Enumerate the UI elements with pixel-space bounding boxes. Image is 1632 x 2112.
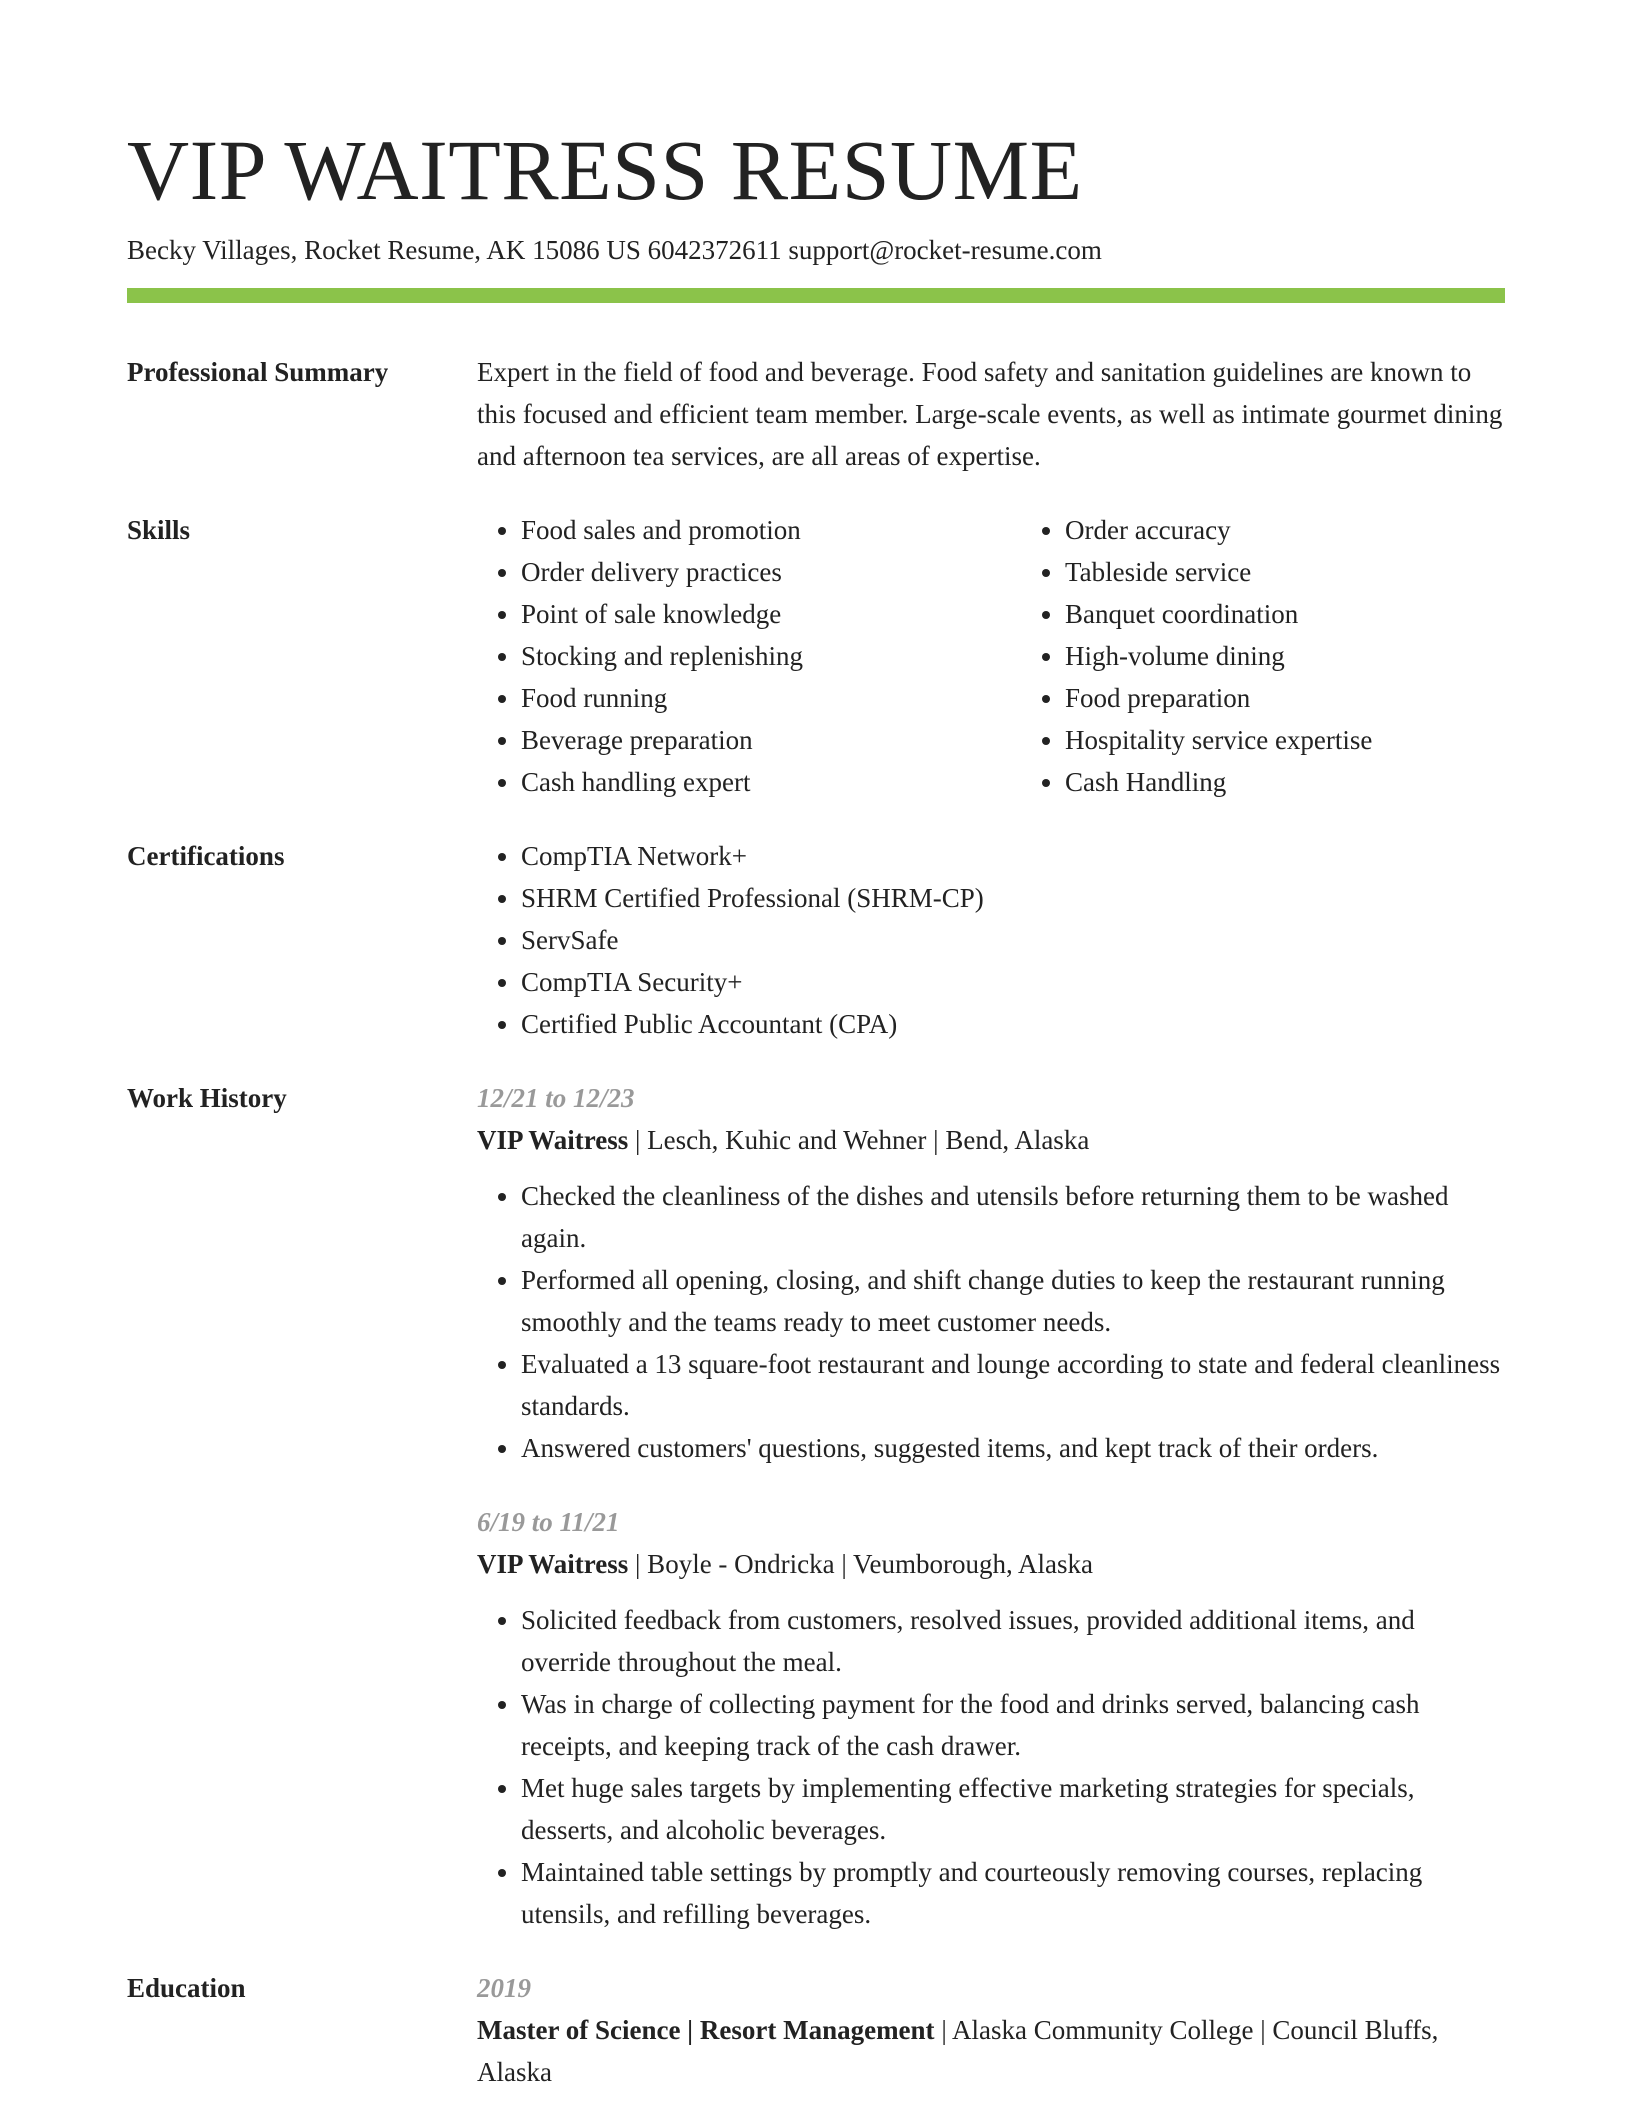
list-item: • Banquet coordination <box>1065 593 1565 635</box>
list-item: • Food sales and promotion <box>521 509 1021 551</box>
education-year: 2019 <box>477 1973 531 2003</box>
list-item: • Order delivery practices <box>521 551 1021 593</box>
accent-divider <box>127 288 1505 303</box>
list-item: • Beverage preparation <box>521 719 1021 761</box>
list-item: • Certified Public Accountant (CPA) <box>521 1003 1505 1045</box>
job-dates: 6/19 to 11/21 <box>477 1507 620 1537</box>
section-label-skills: Skills <box>127 515 191 545</box>
section-label-education: Education <box>127 1973 246 2003</box>
skills-section <box>127 509 1505 803</box>
list-item: • Order accuracy <box>1065 509 1565 551</box>
job-employer: | Boyle - Ondricka | Veumborough, Alaska <box>628 1549 1094 1579</box>
summary-section <box>127 351 1505 477</box>
skills-list-col2 <box>1021 509 1565 803</box>
list-item: • Maintained table settings by promptly and courteously removing courses, replacing utensils, and refilling beverages. <box>521 1851 1505 1935</box>
job-entry <box>477 1501 1505 1935</box>
list-item: • Checked the cleanliness of the dishes and utensils before returning them to be washed again. <box>521 1175 1505 1259</box>
list-item: • Was in charge of collecting payment for the food and drinks served, balancing cash receipts, and keeping track of the cash drawer. <box>521 1683 1505 1767</box>
education-section <box>127 1967 1505 2093</box>
list-item: • Hospitality service expertise <box>1065 719 1565 761</box>
list-item: • Evaluated a 13 square-foot restaurant and lounge according to state and federal cleanliness standards. <box>521 1343 1505 1427</box>
job-bullets <box>477 1599 1505 1935</box>
list-item: • CompTIA Security+ <box>521 961 1505 1003</box>
list-item: • Food running <box>521 677 1021 719</box>
list-item: • Food preparation <box>1065 677 1565 719</box>
list-item: • Stocking and replenishing <box>521 635 1021 677</box>
job-role-line <box>477 1543 1505 1585</box>
summary-text: Expert in the field of food and beverage. Food safety and sanitation guidelines are known to this focused and efficient team member. Large-scale events, as well as intimate gourmet dining and afternoon tea services, are all areas of expertise. <box>477 357 1503 471</box>
job-title: VIP Waitress <box>477 1125 629 1155</box>
list-item: • Performed all opening, closing, and shift change duties to keep the restaurant running smoothly and the teams ready to meet customer needs. <box>521 1259 1505 1343</box>
certifications-section <box>127 835 1505 1045</box>
contact-line: Becky Villages, Rocket Resume, AK 15086 US 6042372611 support@rocket-resume.com <box>127 235 1102 265</box>
skills-list-col1 <box>477 509 1021 803</box>
job-role-line <box>477 1119 1505 1161</box>
job-title: VIP Waitress <box>477 1549 629 1579</box>
degree: Master of Science | Resort Management <box>477 2015 935 2045</box>
education-line <box>477 2009 1505 2093</box>
list-item: • CompTIA Network+ <box>521 835 1505 877</box>
section-label-work: Work History <box>127 1083 287 1113</box>
job-dates: 12/21 to 12/23 <box>477 1083 635 1113</box>
work-history-section <box>127 1077 1505 1935</box>
list-item: • Answered customers' questions, suggested items, and kept track of their orders. <box>521 1427 1505 1469</box>
job-entry <box>477 1077 1505 1469</box>
list-item: • SHRM Certified Professional (SHRM-CP) <box>521 877 1505 919</box>
resume-title: VIP WAITRESS RESUME <box>127 122 1083 218</box>
job-bullets <box>477 1175 1505 1469</box>
certifications-list <box>477 835 1505 1045</box>
job-employer: | Lesch, Kuhic and Wehner | Bend, Alaska <box>628 1125 1090 1155</box>
list-item: • Point of sale knowledge <box>521 593 1021 635</box>
list-item: • Met huge sales targets by implementing effective marketing strategies for specials, desserts, and alcoholic beverages. <box>521 1767 1505 1851</box>
school-details: | Alaska Community College | Council Bluffs, Alaska <box>477 2015 1439 2087</box>
section-label-summary: Professional Summary <box>127 357 389 387</box>
list-item: • High-volume dining <box>1065 635 1565 677</box>
section-label-certifications: Certifications <box>127 841 285 871</box>
list-item: • Tableside service <box>1065 551 1565 593</box>
list-item: • ServSafe <box>521 919 1505 961</box>
list-item: • Cash Handling <box>1065 761 1565 803</box>
list-item: • Solicited feedback from customers, resolved issues, provided additional items, and override throughout the meal. <box>521 1599 1505 1683</box>
list-item: • Cash handling expert <box>521 761 1021 803</box>
